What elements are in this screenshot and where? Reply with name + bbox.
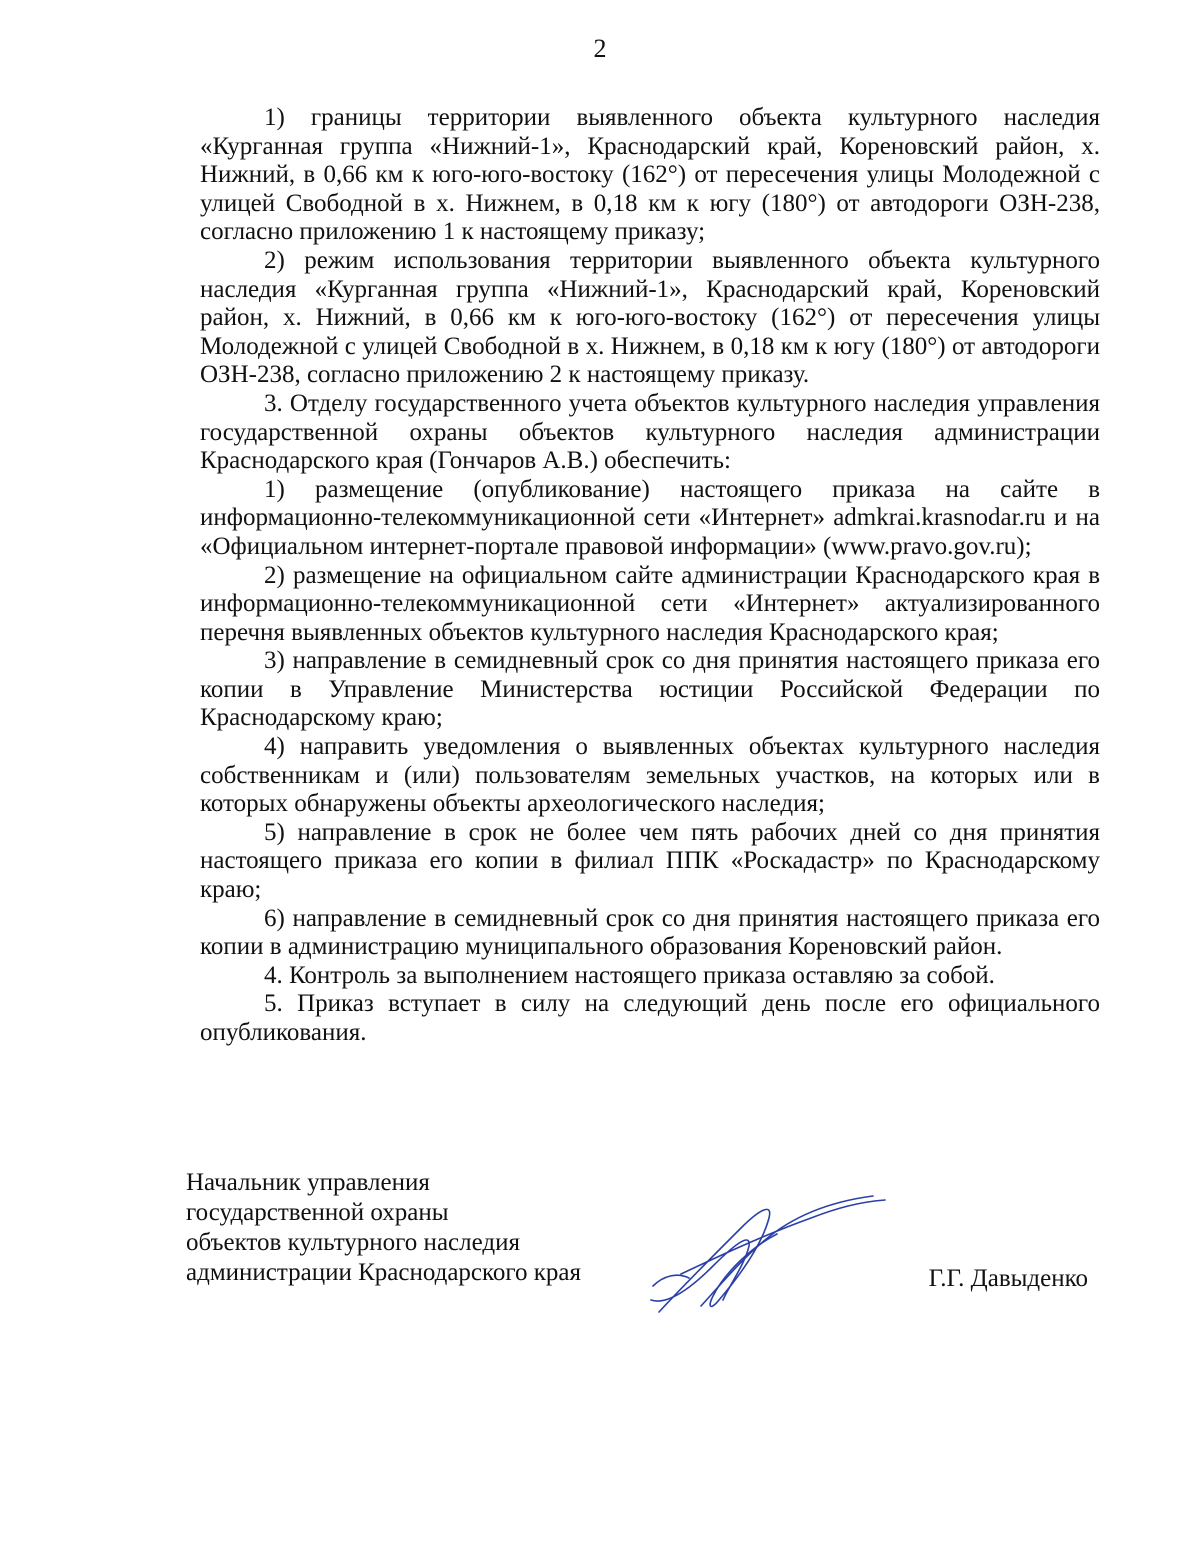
paragraph-3-6: 6) направление в семидневный срок со дня принятия настоящего приказа его копии в администрацию муниципального образования Кореновский район. [200,904,1100,961]
paragraph-4: 4. Контроль за выполнением настоящего приказа оставляю за собой. [264,961,995,989]
page-number: 2 [593,34,607,63]
paragraph-3: 3. Отделу государственного учета объектов культурного наследия управления государственной охраны объектов культурного наследия администрации Краснодарского края (Гончаров А.В.) обеспечить: [200,389,1100,475]
paragraph-3-5: 5) направление в срок не более чем пять рабочих дней со дня принятия настоящего приказа его копии в филиал ППК «Роскадастр» по Краснодарскому краю; [200,818,1100,904]
document-body [200,104,1100,1048]
signatory-title-line: объектов культурного наследия [186,1229,520,1256]
signatory-title [186,1168,581,1288]
signatory-title-line: государственной охраны [186,1199,449,1226]
paragraph-1-2: 2) режим использования территории выявленного объекта культурного наследия «Курганная группа «Нижний-1», Краснодарский край, Кореновский район, х. Нижний, в 0,66 км к юго-юго-востоку (162°) от пересечения улицы Молодежной с улицей Свободной в х. Нижнем, в 0,18 км к югу (180°) от автодороги ОЗН-238, согласно приложению 2 к настоящему приказу. [200,246,1100,389]
paragraph-3-2: 2) размещение на официальном сайте администрации Краснодарского края в информационно-телекоммуникационной сети «Интернет» актуализированного перечня выявленных объектов культурного наследия Краснодарского края; [200,561,1100,646]
signatory-name: Г.Г. Давыденко [928,1265,1088,1292]
handwritten-signature [641,1188,891,1318]
signatory-title-line: администрации Краснодарского края [186,1259,582,1286]
signature-stroke [681,1200,885,1274]
signature-stroke [653,1275,689,1286]
paragraph-3-3: 3) направление в семидневный срок со дня принятия настоящего приказа его копии в Управление Министерства юстиции Российской Федерации по Краснодарскому краю; [200,647,1100,732]
paragraph-5: 5. Приказ вступает в силу на следующий день после его официального опубликования. [200,990,1100,1046]
paragraph-3-4: 4) направить уведомления о выявленных объектах культурного наследия собственникам и (или) пользователям земельных участков, на которых или в которых обнаружены объекты археологического наследия; [200,733,1100,818]
signatory-title-line: Начальник управления [186,1169,430,1196]
paragraph-3-1: 1) размещение (опубликование) настоящего приказа на сайте в информационно-телекоммуникационной сети «Интернет» admkrai.krasnodar.ru и на «Официальном интернет-портале правовой информации» (www.pravo.gov.ru); [200,475,1100,560]
paragraph-1-1: 1) границы территории выявленного объекта культурного наследия «Курганная группа «Нижний-1», Краснодарский край, Кореновский район, х. Нижний, в 0,66 км к юго-юго-востоку (162°) от пересечения улицы Молодежной с улицей Свободной в х. Нижнем, в 0,18 км к югу (180°) от автодороги ОЗН-238, согласно приложению 1 к настоящему приказу; [200,104,1100,246]
signature-block [186,1168,1106,1338]
